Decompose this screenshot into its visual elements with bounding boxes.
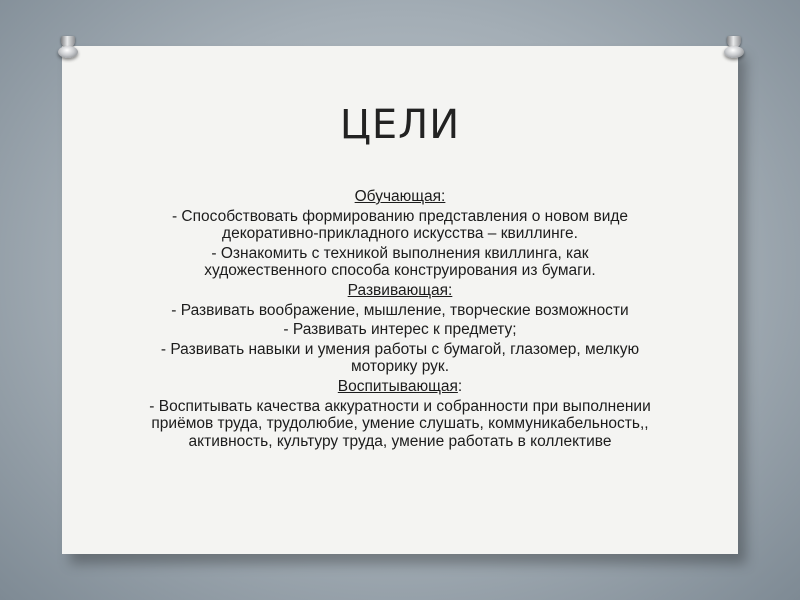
pin-base	[58, 46, 78, 58]
pin-icon	[724, 36, 744, 60]
heading-upbringing-suffix: :	[457, 377, 463, 395]
list-item: - Развивать воображение, мышление, творческие возможности	[171, 301, 629, 319]
heading-educational: Обучающая:	[354, 188, 446, 205]
section-heading-upbringing	[148, 378, 652, 396]
pin-icon	[58, 36, 78, 60]
list-item: - Способствовать формированию представления о новом виде декоративно-прикладного искусства – квиллинге.	[171, 207, 629, 243]
section-heading-educational	[148, 188, 652, 206]
pin-base	[724, 46, 744, 58]
slide-title: ЦЕЛИ	[339, 102, 461, 148]
list-item: - Воспитывать качества аккуратности и собранности при выполнении приёмов труда, трудолюбие, умение слушать, коммуникабельность,, активность, культуру труда, умение работать в коллективе	[149, 397, 651, 450]
section-heading-developmental	[148, 282, 652, 300]
list-item: - Развивать интерес к предмету;	[283, 321, 517, 339]
slide-content	[148, 188, 652, 452]
heading-developmental: Развивающая:	[347, 281, 453, 299]
list-item: - Развивать навыки и умения работы с бумагой, глазомер, мелкую моторику рук.	[160, 340, 640, 376]
list-item: - Ознакомить с техникой выполнения квиллинга, как художественного способа конструирования из бумаги.	[204, 244, 596, 280]
heading-upbringing: Воспитывающая	[337, 377, 458, 395]
